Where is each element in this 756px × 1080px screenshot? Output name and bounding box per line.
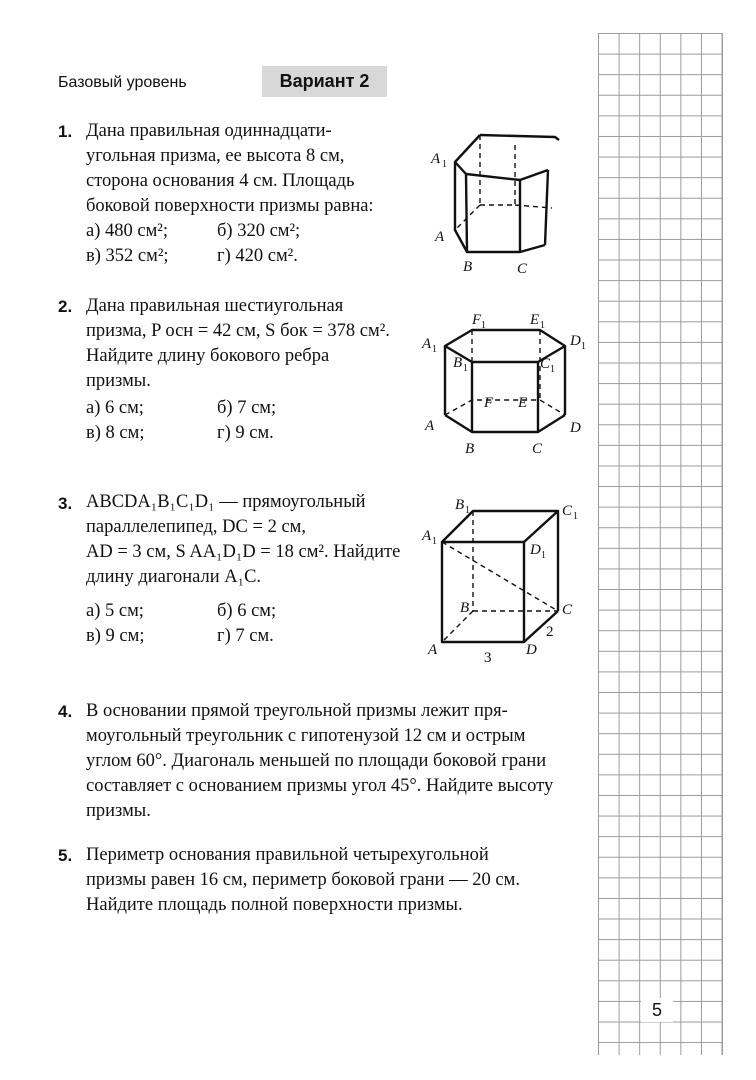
vertex-label: A	[431, 151, 441, 167]
grid-margin	[598, 33, 723, 1055]
problem-3-text	[86, 490, 401, 590]
vertex-label: B	[460, 600, 470, 616]
text-line: призмы.	[86, 801, 151, 821]
vertex-subscript: 1	[442, 159, 447, 170]
answer-option: б) 7 см;	[217, 398, 277, 418]
text-line: параллелепипед, DC = 2 см,	[86, 517, 306, 537]
vertex-label: C	[532, 441, 543, 457]
vertex-label: A	[422, 336, 432, 352]
text-line: призма, P осн = 42 см, S бок = 378 см².	[86, 321, 390, 341]
vertex-label: D	[570, 333, 581, 349]
problem-number: 5.	[58, 846, 73, 865]
text-line: углом 60°. Диагональ меньшей по площади боковой грани	[86, 751, 547, 771]
vertex-label: A	[435, 229, 445, 245]
prism-figure-2	[420, 310, 600, 460]
vertex-label: D	[526, 642, 537, 658]
vertex-subscript: 1	[540, 320, 545, 331]
answer-option: б) 6 см;	[217, 601, 277, 621]
variant-label: Вариант 2	[262, 66, 387, 97]
edge-length-label: 3	[484, 650, 492, 666]
answer-option: а) 480 см²;	[86, 221, 168, 241]
text-line: В основании прямой треугольной призмы лежит пря-	[86, 701, 508, 721]
text-line: угольная призма, ее высота 8 см,	[86, 146, 345, 166]
page-number: 5	[641, 998, 673, 1022]
problem-5-text	[86, 843, 592, 918]
vertex-label: B	[465, 441, 475, 457]
cuboid-figure-3	[420, 496, 600, 668]
text-line: призмы равен 16 см, периметр боковой грани — 20 см.	[86, 870, 520, 890]
text-line: составляет с основанием призмы угол 45°. Найдите высоту	[86, 776, 554, 796]
vertex-label: C	[540, 356, 551, 372]
vertex-subscript: 1	[550, 364, 555, 375]
text-line: Дана правильная одиннадцати-	[86, 121, 332, 141]
problem-1-options	[86, 219, 348, 269]
vertex-subscript: 1	[432, 536, 437, 547]
vertex-label: B	[453, 355, 463, 371]
vertex-subscript: 1	[465, 505, 470, 516]
answer-option: а) 6 см;	[86, 398, 144, 418]
vertex-label: B	[463, 259, 473, 275]
text-line: сторона основания 4 см. Площадь	[86, 171, 355, 191]
problem-1-text	[86, 119, 386, 219]
text-line: AD = 3 см, S AA₁D₁D = 18 см². Найдите	[86, 542, 401, 562]
difficulty-level: Базовый уровень	[58, 74, 187, 91]
vertex-label: A	[428, 642, 438, 658]
vertex-subscript: 1	[463, 363, 468, 374]
text-line: Периметр основания правильной четырехугольной	[86, 845, 489, 865]
problem-3-options	[86, 599, 348, 649]
vertex-label: F	[484, 395, 494, 411]
vertex-label: C	[562, 602, 573, 618]
text-line: Найдите площадь полной поверхности призмы.	[86, 895, 463, 915]
text-line: длину диагонали A₁C.	[86, 567, 262, 587]
prism-figure-1	[425, 125, 585, 285]
answer-option: г) 7 см.	[217, 626, 274, 646]
vertex-subscript: 1	[541, 550, 546, 561]
answer-option: в) 352 см²;	[86, 246, 169, 266]
text-line: ABCDA₁B₁C₁D₁ — прямоугольный	[86, 492, 366, 512]
problem-2-options	[86, 396, 348, 446]
vertex-subscript: 1	[481, 320, 486, 331]
vertex-label: D	[530, 542, 541, 558]
problem-number: 4.	[58, 702, 73, 721]
edge-length-label: 2	[546, 624, 554, 640]
vertex-subscript: 1	[432, 344, 437, 355]
vertex-label: B	[455, 497, 465, 513]
vertex-label: E	[530, 312, 540, 328]
vertex-label: C	[562, 503, 573, 519]
vertex-subscript: 1	[573, 511, 578, 522]
problem-2-text	[86, 294, 390, 394]
vertex-label: E	[518, 395, 528, 411]
answer-option: а) 5 см;	[86, 601, 144, 621]
vertex-label: A	[425, 418, 435, 434]
answer-option: г) 9 см.	[217, 423, 274, 443]
problem-number: 2.	[58, 297, 73, 316]
vertex-label: C	[517, 261, 528, 277]
answer-option: в) 8 см;	[86, 423, 145, 443]
vertex-subscript: 1	[581, 341, 586, 352]
problem-4-text	[86, 699, 592, 824]
text-line: Найдите длину бокового ребра	[86, 346, 330, 366]
problem-number: 3.	[58, 494, 73, 513]
answer-option: в) 9 см;	[86, 626, 145, 646]
text-line: призмы.	[86, 371, 151, 391]
text-line: Дана правильная шестиугольная	[86, 296, 344, 316]
vertex-label: A	[422, 528, 432, 544]
answer-option: г) 420 см².	[217, 246, 298, 266]
text-line: моугольный треугольник с гипотенузой 12 см и острым	[86, 726, 526, 746]
problem-number: 1.	[58, 122, 73, 141]
text-line: боковой поверхности призмы равна:	[86, 196, 374, 216]
answer-option: б) 320 см²;	[217, 221, 301, 241]
vertex-label: D	[570, 420, 581, 436]
vertex-label: F	[472, 312, 482, 328]
